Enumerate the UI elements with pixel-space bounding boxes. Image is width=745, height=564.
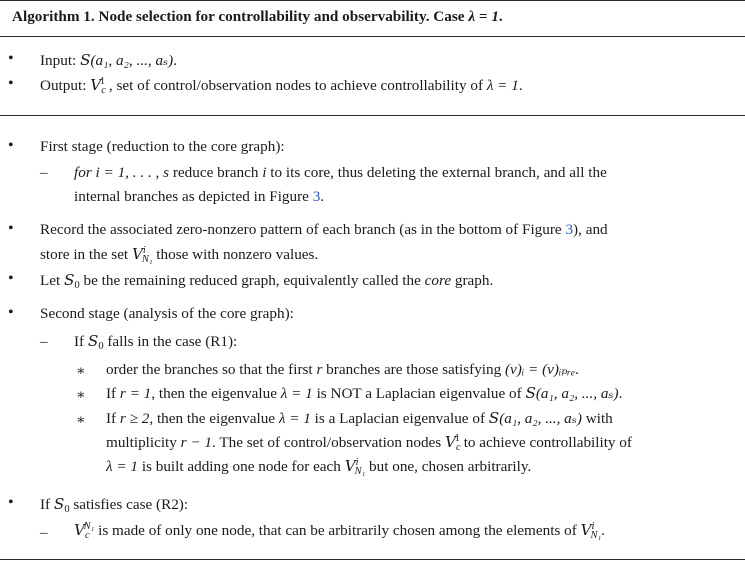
bullet-star: ∗ — [76, 388, 86, 403]
r1-line: If r = 1, then the eigenvalue λ = 1 is NOT a Laplacian eigenvalue of S(a₁, a₂, ..., aₛ). — [106, 384, 623, 402]
bullet-dot: • — [8, 75, 14, 92]
title-rule — [0, 36, 745, 37]
bullet-dash: – — [40, 524, 48, 541]
order-line: order the branches so that the first r branches are those satisfying (v)ᵢ = (v)ᵢₚᵣₑ. — [106, 361, 579, 378]
bullet-dash: – — [40, 333, 48, 350]
reduce-line-2: internal branches as depicted in Figure 3. — [74, 188, 325, 205]
second-stage: Second stage (analysis of the core graph): — [40, 305, 294, 322]
record-line-1: Record the associated zero-nonzero pattern of each branch (as in the bottom of Figure 3), and — [40, 221, 608, 238]
algorithm-title — [12, 8, 503, 26]
only-one-line: $V_c^{N_1}$ is made of only one node, that can be arbitrarily chosen among the elements of $V^i_{N_1}$. — [74, 521, 605, 541]
top-rule — [0, 0, 745, 1]
bullet-dot: • — [8, 220, 14, 237]
bullet-star: ∗ — [76, 413, 86, 428]
output-line: Output: $V_c^1$ , set of control/observation nodes to achieve controllability of λ = 1. — [40, 76, 523, 96]
bullet-dash: – — [40, 164, 48, 181]
bullet-dot: • — [8, 137, 14, 154]
bullet-dot: • — [8, 304, 14, 321]
input-line: Input: S(a₁, a₂, ..., aₛ). — [40, 51, 178, 69]
io-rule — [0, 115, 745, 116]
record-line-2: store in the set $V^i_{N_1}$ those with nonzero values. — [40, 245, 319, 265]
multiplicity-line: multiplicity r − 1. The set of control/observation nodes $V_c^1$ to achieve controllability of — [106, 433, 632, 453]
if-falls-line: If $S_0$ falls in the case (R1): — [74, 332, 238, 352]
bullet-dot: • — [8, 270, 14, 287]
let-line: Let $S_0$ be the remaining reduced graph, equivalently called the core graph. — [40, 271, 494, 291]
bullet-dot: • — [8, 50, 14, 67]
built-line: λ = 1 is built adding one node for each $V^i_{N_1}$ but one, chosen arbitrarily. — [106, 457, 532, 477]
if-satisfies-line: If $S_0$ satisfies case (R2): — [40, 495, 189, 515]
bottom-rule — [0, 559, 745, 560]
title-text: Algorithm 1. Node selection for controllability and observability. Case — [12, 8, 469, 25]
reduce-line-1: for i = 1, . . . , s reduce branch i to its core, thus deleting the external branch, and all the — [74, 164, 607, 181]
r2-line: If r ≥ 2, then the eigenvalue λ = 1 is a Laplacian eigenvalue of S(a₁, a₂, ..., aₛ) with — [106, 409, 613, 427]
title-lambda: λ = 1 — [468, 8, 499, 25]
figure-link[interactable]: 3 — [312, 188, 321, 205]
bullet-star: ∗ — [76, 364, 86, 379]
title-period: . — [498, 8, 503, 25]
first-stage: First stage (reduction to the core graph): — [40, 138, 285, 155]
figure-link[interactable]: 3 — [565, 221, 574, 238]
bullet-dot: • — [8, 494, 14, 511]
